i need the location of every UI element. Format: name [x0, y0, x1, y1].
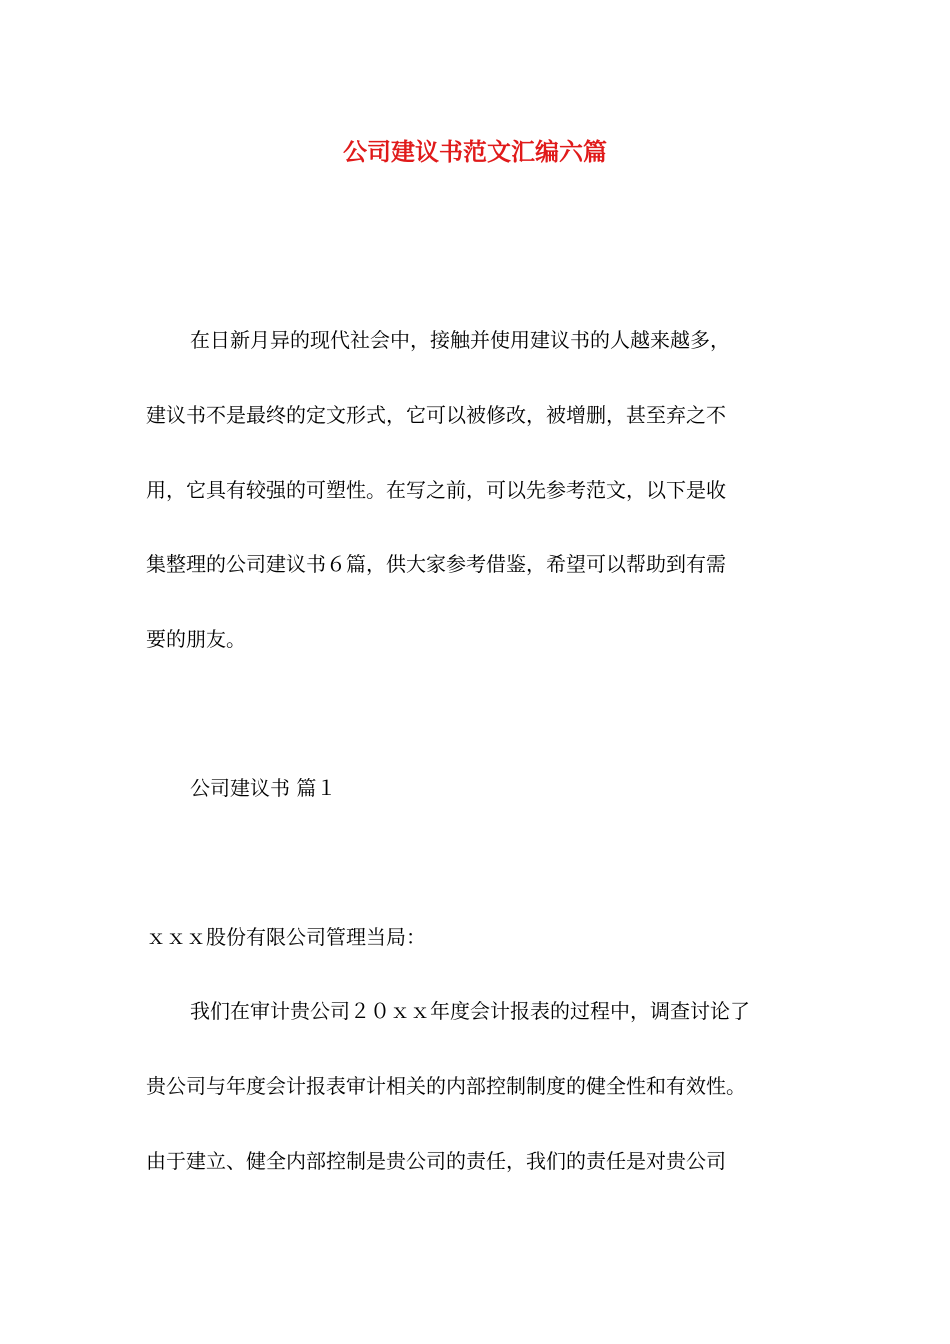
- intro-line-5: 要的朋友。: [146, 627, 246, 651]
- body-line-1: 我们在审计贵公司２０ｘｘ年度会计报表的过程中，调查讨论了: [190, 999, 750, 1023]
- intro-line-4: 集整理的公司建议书６篇，供大家参考借鉴，希望可以帮助到有需: [146, 552, 726, 576]
- intro-line-2: 建议书不是最终的定文形式，它可以被修改，被增删，甚至弃之不: [146, 403, 726, 427]
- body-line-3: 由于建立、健全内部控制是贵公司的责任，我们的责任是对贵公司: [146, 1149, 726, 1173]
- document-title: 公司建议书范文汇编六篇: [343, 137, 607, 166]
- salutation: ｘｘｘ股份有限公司管理当局：: [146, 925, 426, 949]
- section-heading: 公司建议书 篇１: [190, 776, 337, 800]
- body-line-2: 贵公司与年度会计报表审计相关的内部控制制度的健全性和有效性。: [146, 1074, 746, 1098]
- intro-line-3: 用，它具有较强的可塑性。在写之前，可以先参考范文，以下是收: [146, 478, 726, 502]
- intro-line-1: 在日新月异的现代社会中，接触并使用建议书的人越来越多，: [190, 328, 730, 352]
